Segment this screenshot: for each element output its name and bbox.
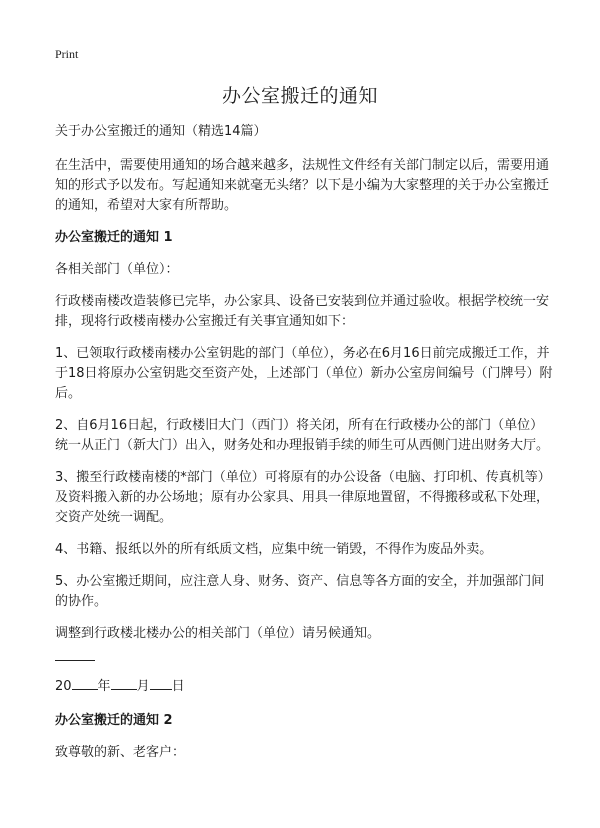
section-heading-1: 办公室搬迁的通知 1 xyxy=(55,230,173,245)
year-blank xyxy=(72,675,98,690)
document-body xyxy=(55,122,555,775)
salutation: 各相关部门（单位）： xyxy=(55,262,179,277)
list-item-3: 3、搬至行政楼南楼的*部门（单位）可将原有的办公设备（电脑、打印机、传真机等）及资料搬入新的办公场地；原有办公家具、用具一律原地置留，不得搬移或私下处理，交资产处统一调配。 xyxy=(55,470,551,525)
list-item-2: 2、自6月16日起，行政楼旧大门（西门）将关闭，所有在行政楼办公的部门（单位）统一从正门（新大门）出入，财务处和办理报销手续的师生可从西侧门进出财务大厅。 xyxy=(55,418,550,453)
document-subtitle: 关于办公室搬迁的通知（精选14篇） xyxy=(55,124,267,139)
date-line xyxy=(55,675,555,697)
salutation-2: 致尊敬的新、老客户： xyxy=(55,745,186,760)
signature-line xyxy=(55,660,95,661)
month-blank xyxy=(111,675,137,690)
date-prefix: 20 xyxy=(55,679,72,694)
section-heading-2: 办公室搬迁的通知 2 xyxy=(55,713,173,728)
print-link[interactable]: Print xyxy=(55,47,79,61)
body-paragraph: 行政楼南楼改造装修已完毕，办公家具、设备已安装到位并通过验收。根据学校统一安排，现将行政楼南楼办公室搬迁有关事宜通知如下： xyxy=(55,294,550,329)
closing-paragraph: 调整到行政楼北楼办公的相关部门（单位）请另候通知。 xyxy=(55,626,381,641)
day-blank xyxy=(150,675,172,690)
list-item-5: 5、办公室搬迁期间，应注意人身、财务、资产、信息等各方面的安全，并加强部门间的协作。 xyxy=(55,574,545,609)
list-item-1: 1、已领取行政楼南楼办公室钥匙的部门（单位），务必在6月16日前完成搬迁工作，并于18日将原办公室钥匙交至资产处，上述部门（单位）新办公室房间编号（门牌号）附后。 xyxy=(55,346,553,401)
intro-paragraph: 在生活中，需要使用通知的场合越来越多，法规性文件经有关部门制定以后，需要用通知的形式予以发布。写起通知来就毫无头绪？以下是小编为大家整理的关于办公室搬迁的通知，希望对大家有所帮助。 xyxy=(55,158,550,213)
date-year-label: 年 xyxy=(97,679,111,694)
page-title: 办公室搬迁的通知 xyxy=(221,85,378,107)
date-day-label: 日 xyxy=(171,679,185,694)
list-item-4: 4、书籍、报纸以外的所有纸质文档，应集中统一销毁，不得作为废品外卖。 xyxy=(55,542,493,557)
date-month-label: 月 xyxy=(136,679,150,694)
